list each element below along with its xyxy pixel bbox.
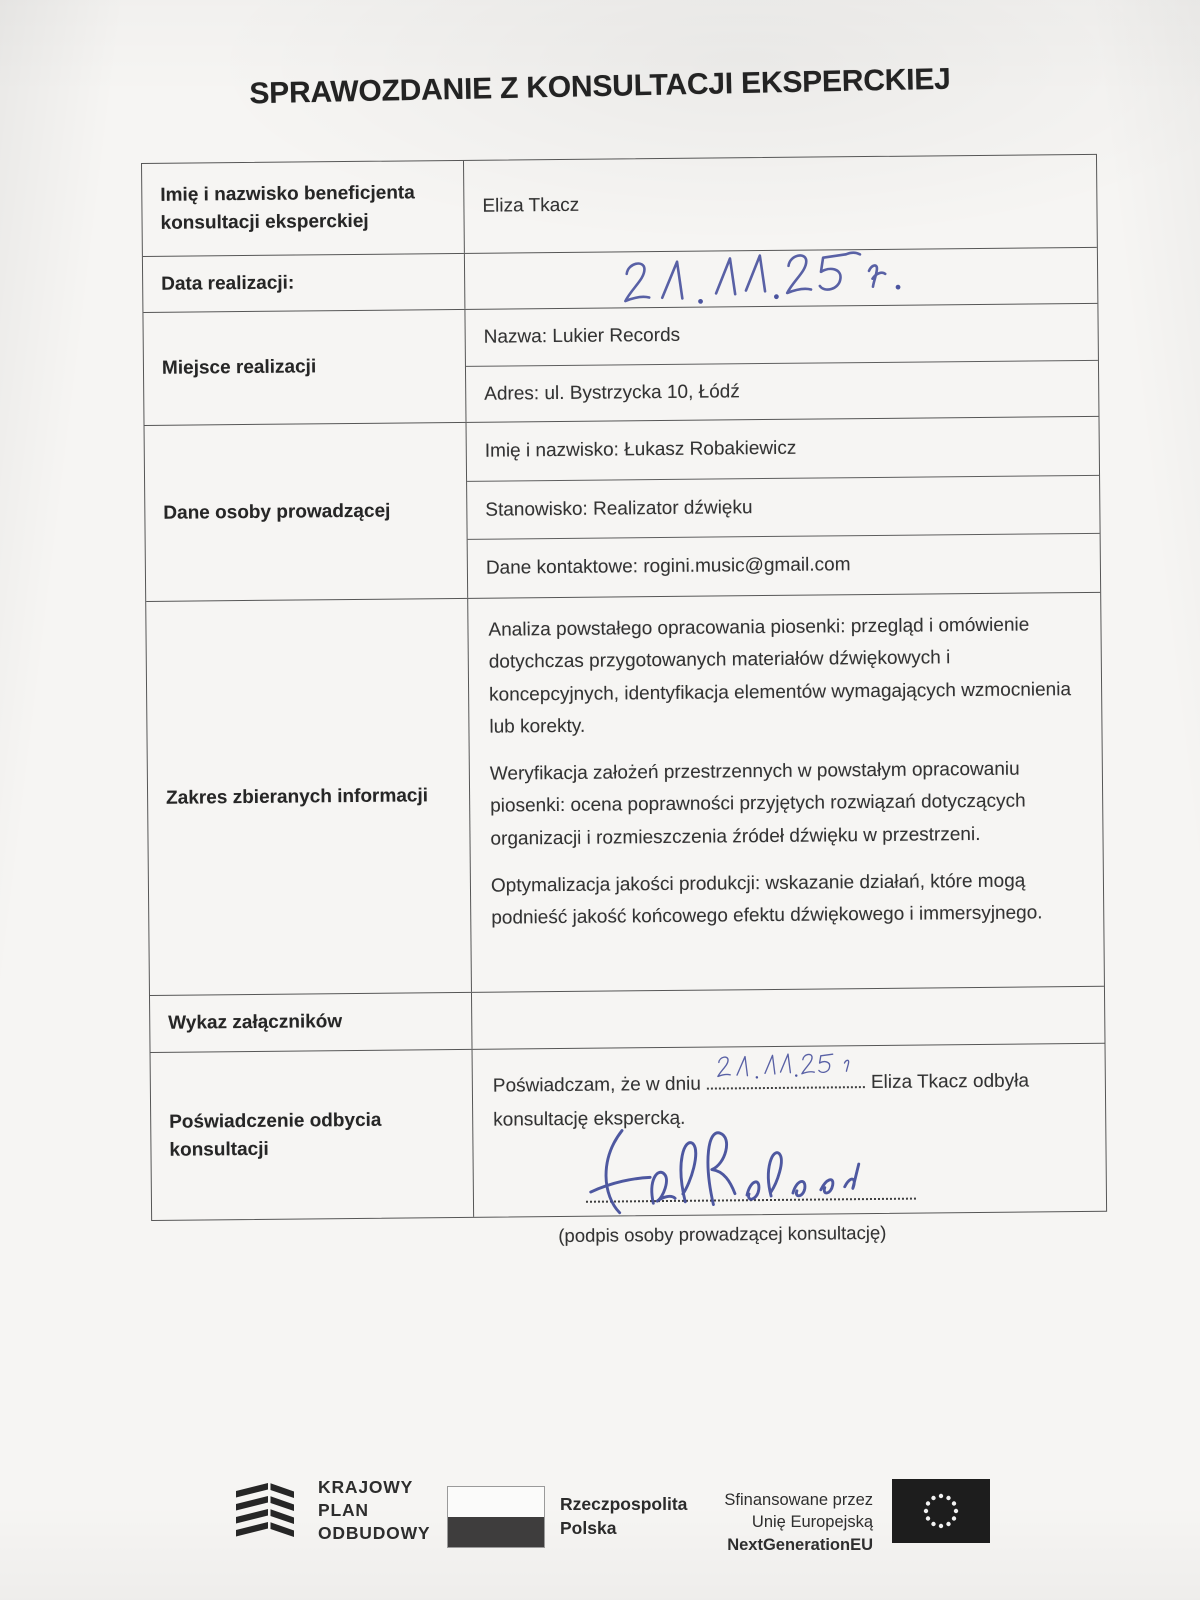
signature-caption: (podpis osoby prowadzącej konsultację) bbox=[558, 1222, 887, 1247]
page-title: SPRAWOZDANIE Z KONSULTACJI EKSPERCKIEJ bbox=[249, 62, 951, 111]
handwritten-signature-ink bbox=[569, 1102, 914, 1227]
poland-flag-icon bbox=[447, 1486, 545, 1548]
row-place bbox=[143, 303, 1098, 425]
row-attachments bbox=[150, 986, 1105, 1052]
scope-paragraph: Weryfikacja założeń przestrzennych w powstałym opracowaniu piosenki: ocena poprawności przyjętych rozwiązań dotyczących organizacji i rozmieszczenia źródeł dźwięku w przestrzeni. bbox=[489, 758, 1026, 850]
conductor-name: Imię i nazwisko: Łukasz Robakiewicz bbox=[484, 437, 797, 462]
attachments-label: Wykaz załączników bbox=[150, 993, 473, 1052]
place-address: Adres: ul. Bystrzycka 10, Łódź bbox=[484, 380, 740, 405]
eu-funding-text: Sfinansowane przez Unię Europejską NextGenerationEU bbox=[724, 1491, 873, 1554]
date-label: Data realizacji: bbox=[143, 254, 466, 312]
beneficiary-value: Eliza Tkacz bbox=[482, 194, 580, 217]
place-label: Miejsce realizacji bbox=[143, 310, 466, 425]
eu-flag-icon bbox=[892, 1479, 990, 1543]
poland-logo-text: Rzeczpospolita Polska bbox=[560, 1494, 688, 1538]
beneficiary-label: Imię i nazwisko beneficjenta konsultacji eksperckiej bbox=[142, 161, 465, 256]
scope-paragraph: Analiza powstałego opracowania piosenki: przegląd i omówienie dotychczas przygotowanych materiałów dźwiękowych i koncepcyjnych, identyfikacja elementów wymagających wzmocnienia lub korekty. bbox=[488, 614, 1072, 738]
conductor-position: Stanowisko: Realizator dźwięku bbox=[485, 496, 753, 521]
row-scope bbox=[146, 592, 1104, 995]
kpo-logo-text: KRAJOWY PLAN ODBUDOWY bbox=[318, 1477, 431, 1543]
row-confirmation bbox=[151, 1043, 1107, 1247]
scope-label: Zakres zbieranych informacji bbox=[146, 599, 472, 995]
handwritten-date-ink bbox=[465, 248, 1097, 309]
place-name: Nazwa: Lukier Records bbox=[483, 324, 681, 348]
handwritten-date-ink-small bbox=[710, 1044, 877, 1085]
row-date bbox=[143, 247, 1097, 312]
conductor-contact: Dane kontaktowe: rogini.music@gmail.com bbox=[485, 554, 851, 579]
conductor-label: Dane osoby prowadzącej bbox=[145, 423, 469, 601]
scope-paragraph: Optymalizacja jakości produkcji: wskazanie działań, które mogą podnieść jakość końcowego efektu dźwiękowego i immersyjnego. bbox=[490, 870, 1043, 930]
dotted-signature-line bbox=[586, 1186, 916, 1203]
kpo-logo bbox=[228, 1476, 430, 1544]
consultation-table bbox=[141, 154, 1107, 1247]
confirmation-label: Poświadczenie odbycia konsultacji bbox=[151, 1050, 475, 1220]
kpo-logo-icon bbox=[228, 1477, 302, 1543]
dotted-date-line bbox=[707, 1073, 865, 1090]
confirmation-sentence: Poświadczam, że w dniu Eliza Tkacz odbyła konsultację ekspercką. bbox=[493, 1064, 1082, 1138]
row-beneficiary bbox=[142, 155, 1097, 256]
row-conductor bbox=[145, 416, 1101, 601]
